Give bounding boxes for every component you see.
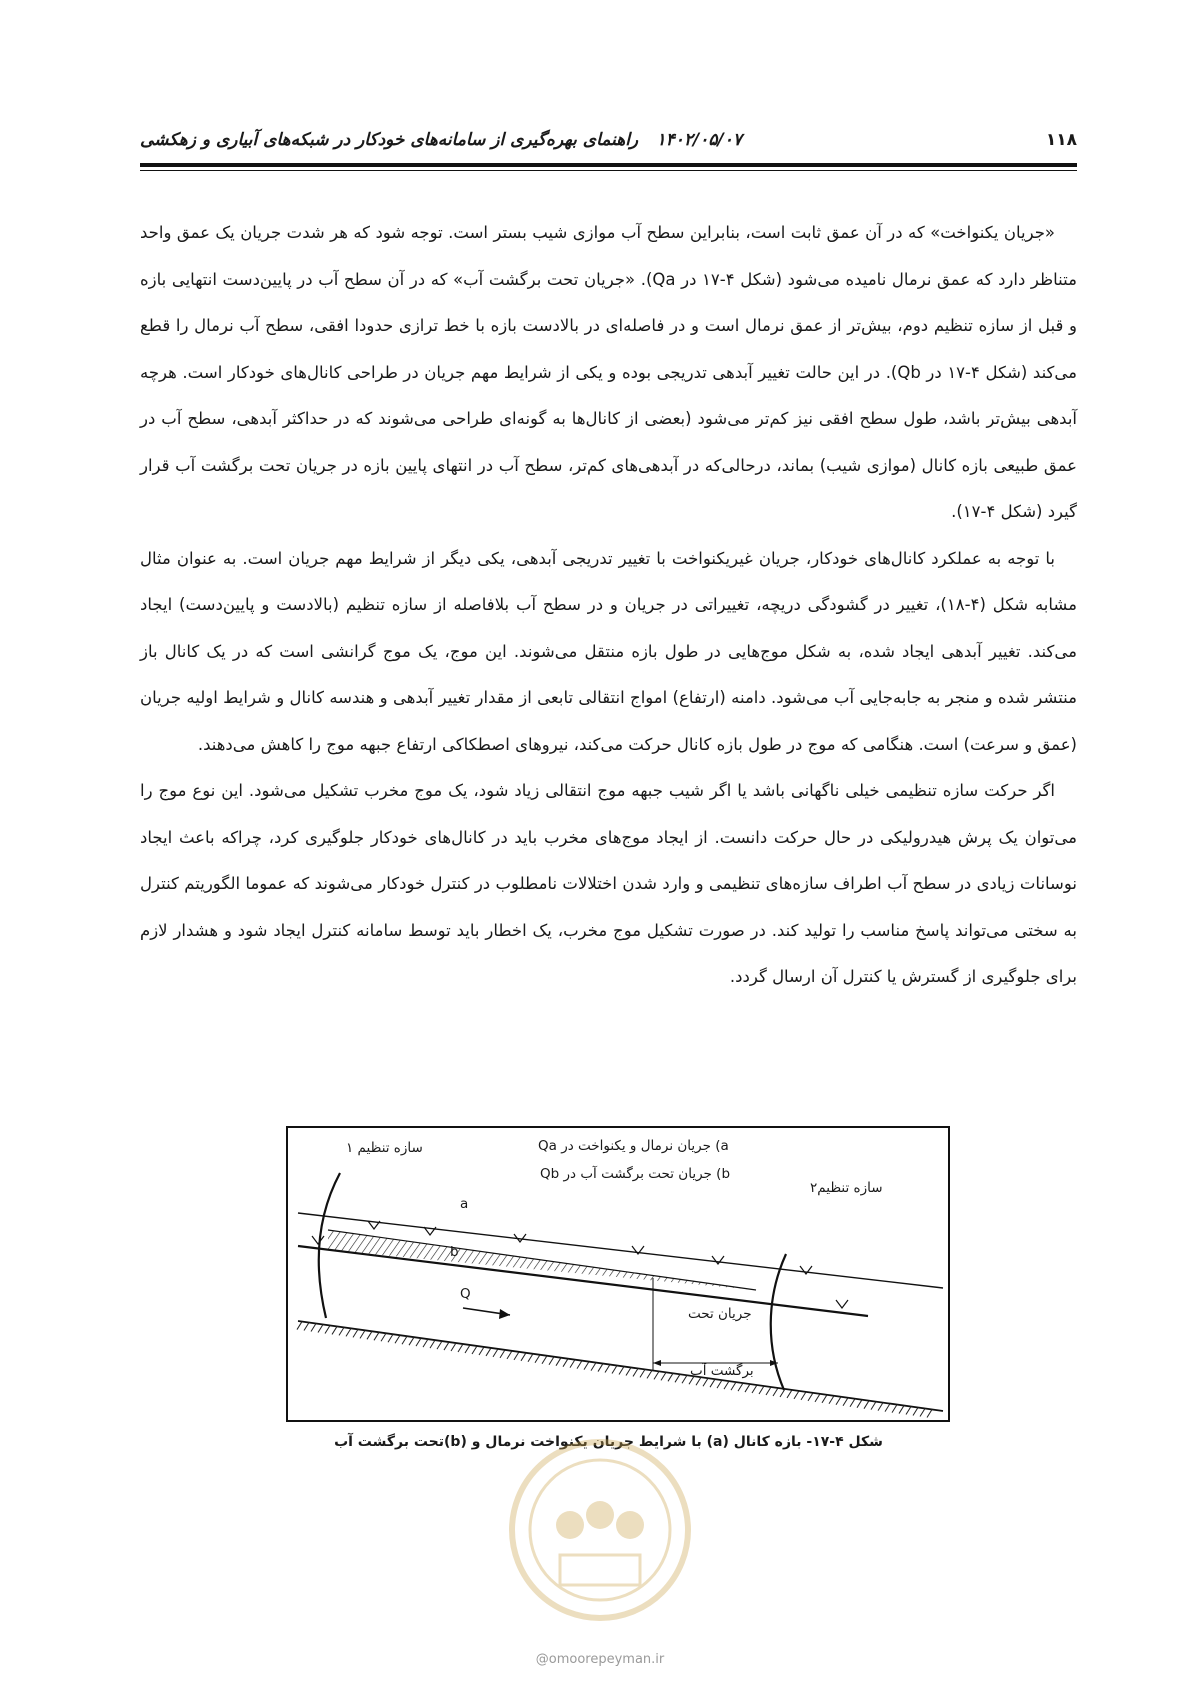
backwater-label-1: جریان تحت [688, 1306, 752, 1322]
paragraph: اگر حرکت سازه تنظیمی خیلی ناگهانی باشد یا اگر شیب جبهه موج انتقالی زیاد شود، یک موج مخرب تشکیل می‌شود. این نوع موج را می‌توان یک پرش هیدرولیکی در حال حرکت دانست. از ایجاد موج‌های مخرب باید در کانال‌های خودکار جلوگیری کرد، چراکه باعث ایجاد نوسانات زیادی در سطح آب اطراف سازه‌های تنظیمی و وارد شدن اختلالات نامطلوب در کنترل خودکار می‌شوند که عموما الگوریتم کنترل به سختی می‌تواند پاسخ مناسب را تولید کند. در صورت تشکیل موج مخرب، یک اخطار باید توسط سامانه کنترل ایجاد شود و هشدار لازم برای جلوگیری از گسترش یا کنترل آن ارسال گردد. [140, 781, 1077, 986]
body-text [140, 210, 1077, 1001]
page-header [140, 128, 1077, 158]
paragraph: «جریان یکنواخت» که در آن عمق ثابت است، بنابراین سطح آب موازی شیب بستر است. توجه شود که هر شدت جریان یک عمق واحد متناظر دارد که عمق نرمال نامیده می‌شود (شکل ۴-۱۷ در Qa). «جریان تحت برگشت آب» که در آن سطح آب در پایین‌دست انتهایی بازه و قبل از سازه تنظیم دوم، بیش‌تر از عمق نرمال است و در فاصله‌ای در بالادست بازه با خط ترازی حدودا افقی، سطح آب نرمال را قطع می‌کند (شکل ۴-۱۷ در Qb). در این حالت تغییر آبدهی تدریجی بوده و یکی از شرایط مهم جریان در طراحی کانال‌های خودکار است. هرچه آبدهی بیش‌تر باشد، طول سطح افقی نیز کم‌تر می‌شود (بعضی از کانال‌ها به گونه‌ای طراحی می‌شوند که در حداکثر آبدهی، سطح آب در عمق طبیعی بازه کانال (موازی شیب) بماند، درحالی‌که در آبدهی‌های کم‌تر، سطح آب در انتهای پایین بازه در جریان تحت برگشت آب قرار گیرد (شکل ۴-۱۷). [140, 223, 1077, 521]
header-rule-thin [140, 170, 1077, 171]
legend-b: b) جریان تحت برگشت آب در Qb [540, 1166, 731, 1182]
canal-reach-figure [286, 1126, 950, 1422]
watermark-text: @omoorepeyman.ir [535, 1652, 665, 1667]
paragraph: با توجه به عملکرد کانال‌های خودکار، جریان غیریکنواخت با تغییر تدریجی آبدهی، یکی دیگر از شرایط مهم جریان است. به عنوان مثال مشابه شکل (۴-۱۸)، تغییر در گشودگی دریچه، تغییراتی در جریان و در سطح آب بلافاصله از سازه تنظیم (بالادست و پایین‌دست) ایجاد می‌کند. تغییر آبدهی ایجاد شده، به شکل موج‌هایی در طول بازه منتقل می‌شوند. این موج، یک موج گرانشی است که در یک کانال باز منتشر شده و منجر به جابه‌جایی آب می‌شود. دامنه (ارتفاع) امواج انتقالی تابعی از مقدار تغییر آبدهی و هندسه کانال و شرایط اولیه جریان (عمق و سرعت) است. هنگامی که موج در طول بازه کانال حرکت می‌کند، نیروهای اصطکاکی ارتفاع جبهه موج را کاهش می‌دهند. [140, 548, 1077, 754]
structure-2-label: سازه تنظیم۲ [810, 1180, 883, 1196]
surface-b-label: b [450, 1244, 459, 1260]
legend-a: a) جریان نرمال و یکنواخت در Qa [538, 1138, 729, 1154]
header-title: راهنمای بهره‌گیری از سامانه‌های خودکار در شبکه‌های آبیاری و زهکشی [140, 130, 639, 150]
structure-1-label: سازه تنظیم ۱ [346, 1140, 423, 1156]
watermark-logo-icon [500, 1420, 700, 1650]
page-number: ۱۱۸ [1045, 130, 1077, 150]
header-date: ۱۴۰۲/۰۵/۰۷ [656, 130, 742, 150]
backwater-label-2: برگشت آب [690, 1363, 754, 1379]
header-rule-thick [140, 163, 1077, 167]
surface-a-label: a [460, 1196, 469, 1212]
figure-caption: شکل ۴-۱۷- بازه کانال (a) با شرایط جریان یکنواخت نرمال و (b)تحت برگشت آب [334, 1434, 883, 1450]
flow-label: Q [460, 1286, 471, 1302]
